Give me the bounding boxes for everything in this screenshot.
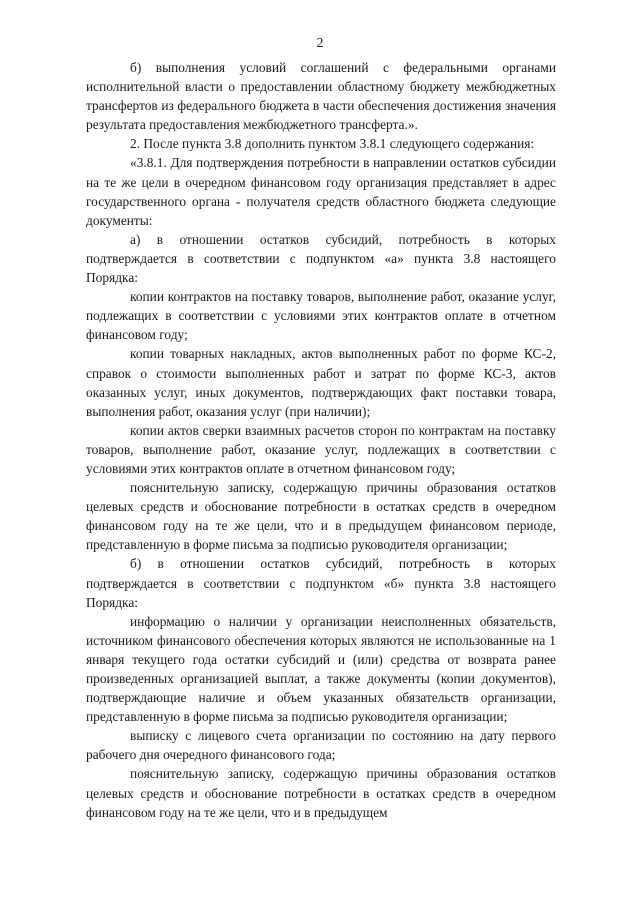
paragraph: копии контрактов на поставку товаров, выполнение работ, оказание услуг, подлежащих в соответствии с условиями этих контрактов оплате в отчетном финансовом году;	[86, 289, 556, 343]
paragraph: пояснительную записку, содержащую причины образования остатков целевых средств и обоснование потребности в остатках средств в очередном финансовом году на те же цели, что и в предыдущем финансовом периоде, представленную в форме письма за подписью руководителя организации;	[86, 480, 556, 553]
document-body	[86, 58, 556, 822]
paragraph: копии актов сверки взаимных расчетов сторон по контрактам на поставку товаров, выполнение работ, оказание услуг, подлежащих в соответствии с условиями этих контрактов оплате в отчетном финансовом году;	[86, 422, 556, 476]
paragraph: копии товарных накладных, актов выполненных работ по форме КС-2, справок о стоимости выполненных работ и затрат по форме КС-3, актов оказанных услуг, иных документов, подтверждающих факт поставки товара, выполнения работ, оказания услуг (при наличии);	[86, 346, 556, 419]
paragraph: а) в отношении остатков субсидий, потребность в которых подтверждается в соответствии с подпунктом «а» пункта 3.8 настоящего Порядка:	[86, 231, 556, 286]
paragraph: б) в отношении остатков субсидий, потребность в которых подтверждается в соответствии с подпунктом «б» пункта 3.8 настоящего Порядка:	[86, 556, 556, 610]
paragraph: 2. После пункта 3.8 дополнить пунктом 3.8.1 следующего содержания:	[130, 136, 535, 152]
paragraph: пояснительную записку, содержащую причины образования остатков целевых средств и обоснование потребности в остатках средств в очередном финансовом году на те же цели, что и в предыдущем	[86, 766, 556, 820]
paragraph: б) выполнения условий соглашений с федеральными органами исполнительной власти о предоставлении областному бюджету межбюджетных трансфертов из федерального бюджета в части обеспечения достижения значения результата предоставления межбюджетного трансферта.».	[86, 60, 556, 133]
paragraph: выписку с лицевого счета организации по состоянию на дату первого рабочего дня очередного финансового года;	[86, 728, 556, 763]
page-number: 2	[316, 35, 324, 50]
paragraph: «3.8.1. Для подтверждения потребности в направлении остатков субсидии на те же цели в очередном финансовом году организация представляет в адрес государственного органа - получателя средств областного бюджета следующие документы:	[86, 155, 556, 228]
paragraph: информацию о наличии у организации неисполненных обязательств, источником финансового обеспечения которых являются не использованные на 1 января текущего года остатки субсидий и (или) средства от возврата ранее произведенных организацией выплат, а также документы (копии документов), подтверждающие наличие и объем указанных обязательств организации, представленную в форме письма за подписью руководителя организации;	[86, 613, 556, 725]
